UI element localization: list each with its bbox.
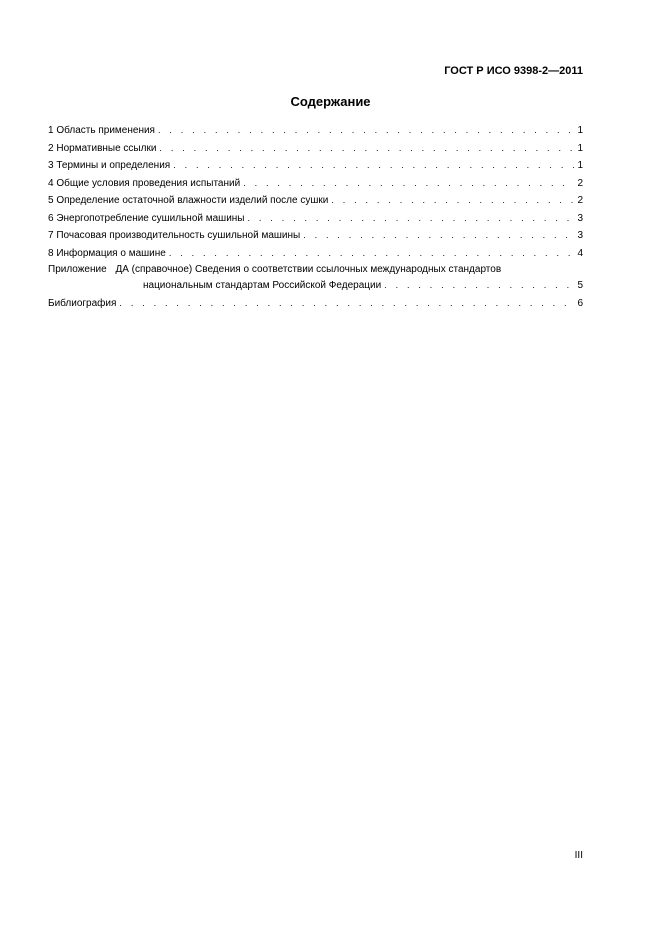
toc-bibliography-entry[interactable] — [48, 297, 583, 315]
toc-entry-page: 2 — [577, 195, 583, 206]
toc-entry-page: 3 — [577, 230, 583, 241]
toc-entry-title: Определение остаточной влажности изделий после сушки — [56, 195, 329, 206]
toc-entry-title: Нормативные ссылки — [56, 142, 157, 154]
standard-code: ГОСТ Р ИСО 9398-2—2011 — [444, 65, 583, 77]
dot-leader — [158, 124, 574, 136]
toc-entry-page: 1 — [577, 142, 583, 154]
toc-annex-entry[interactable] — [48, 264, 583, 297]
toc-entry-number: 7 — [48, 230, 54, 241]
dot-leader — [384, 279, 574, 291]
table-of-contents — [48, 124, 583, 315]
toc-entry[interactable] — [48, 194, 583, 212]
dot-leader — [303, 229, 574, 241]
toc-entry-title: Энергопотребление сушильной машины — [56, 212, 245, 224]
dot-leader — [331, 194, 574, 206]
dot-leader — [173, 159, 574, 171]
toc-entry[interactable] — [48, 177, 583, 195]
annex-heading-line — [48, 264, 583, 279]
dot-leader — [159, 142, 574, 154]
toc-entry-number: 3 — [48, 160, 54, 171]
toc-entry-number: 8 — [48, 247, 54, 259]
toc-entry[interactable] — [48, 124, 583, 142]
toc-entry-title: Область применения — [56, 125, 155, 136]
toc-entry[interactable] — [48, 159, 583, 177]
toc-entry-page: 1 — [577, 160, 583, 171]
toc-entry-number: 4 — [48, 177, 54, 189]
toc-entry[interactable] — [48, 142, 583, 160]
toc-entry[interactable] — [48, 247, 583, 265]
annex-title-line2: национальным стандартам Российской Федерации — [143, 280, 382, 291]
toc-entry-page: 1 — [577, 125, 583, 136]
toc-entry-page: 4 — [577, 247, 583, 259]
dot-leader — [169, 247, 575, 259]
toc-entry-number: 1 — [48, 125, 54, 136]
toc-entry-number: 6 — [48, 212, 54, 224]
toc-entry-page: 3 — [577, 212, 583, 224]
dot-leader — [248, 212, 575, 224]
toc-entry-page: 6 — [577, 298, 583, 309]
annex-continuation-line — [48, 279, 583, 296]
dot-leader — [243, 177, 574, 189]
toc-entry-number: 5 — [48, 195, 54, 206]
annex-label: Приложение — [48, 264, 107, 275]
toc-entry-title: Информация о машине — [56, 247, 166, 259]
annex-title-line1: ДА (справочное) Сведения о соответствии ссылочных международных стандартов — [115, 264, 502, 275]
page-number: III — [574, 850, 583, 861]
toc-entry-page: 2 — [577, 177, 583, 189]
toc-entry[interactable] — [48, 212, 583, 230]
toc-entry-number: 2 — [48, 142, 54, 154]
toc-title: Содержание — [290, 94, 371, 109]
toc-entry-title: Термины и определения — [56, 160, 171, 171]
dot-leader — [119, 297, 574, 309]
toc-entry-title: Библиография — [48, 298, 117, 309]
toc-entry[interactable] — [48, 229, 583, 247]
toc-entry-page: 5 — [577, 280, 583, 291]
toc-entry-title: Почасовая производительность сушильной машины — [56, 230, 301, 241]
toc-entry-title: Общие условия проведения испытаний — [56, 177, 241, 189]
